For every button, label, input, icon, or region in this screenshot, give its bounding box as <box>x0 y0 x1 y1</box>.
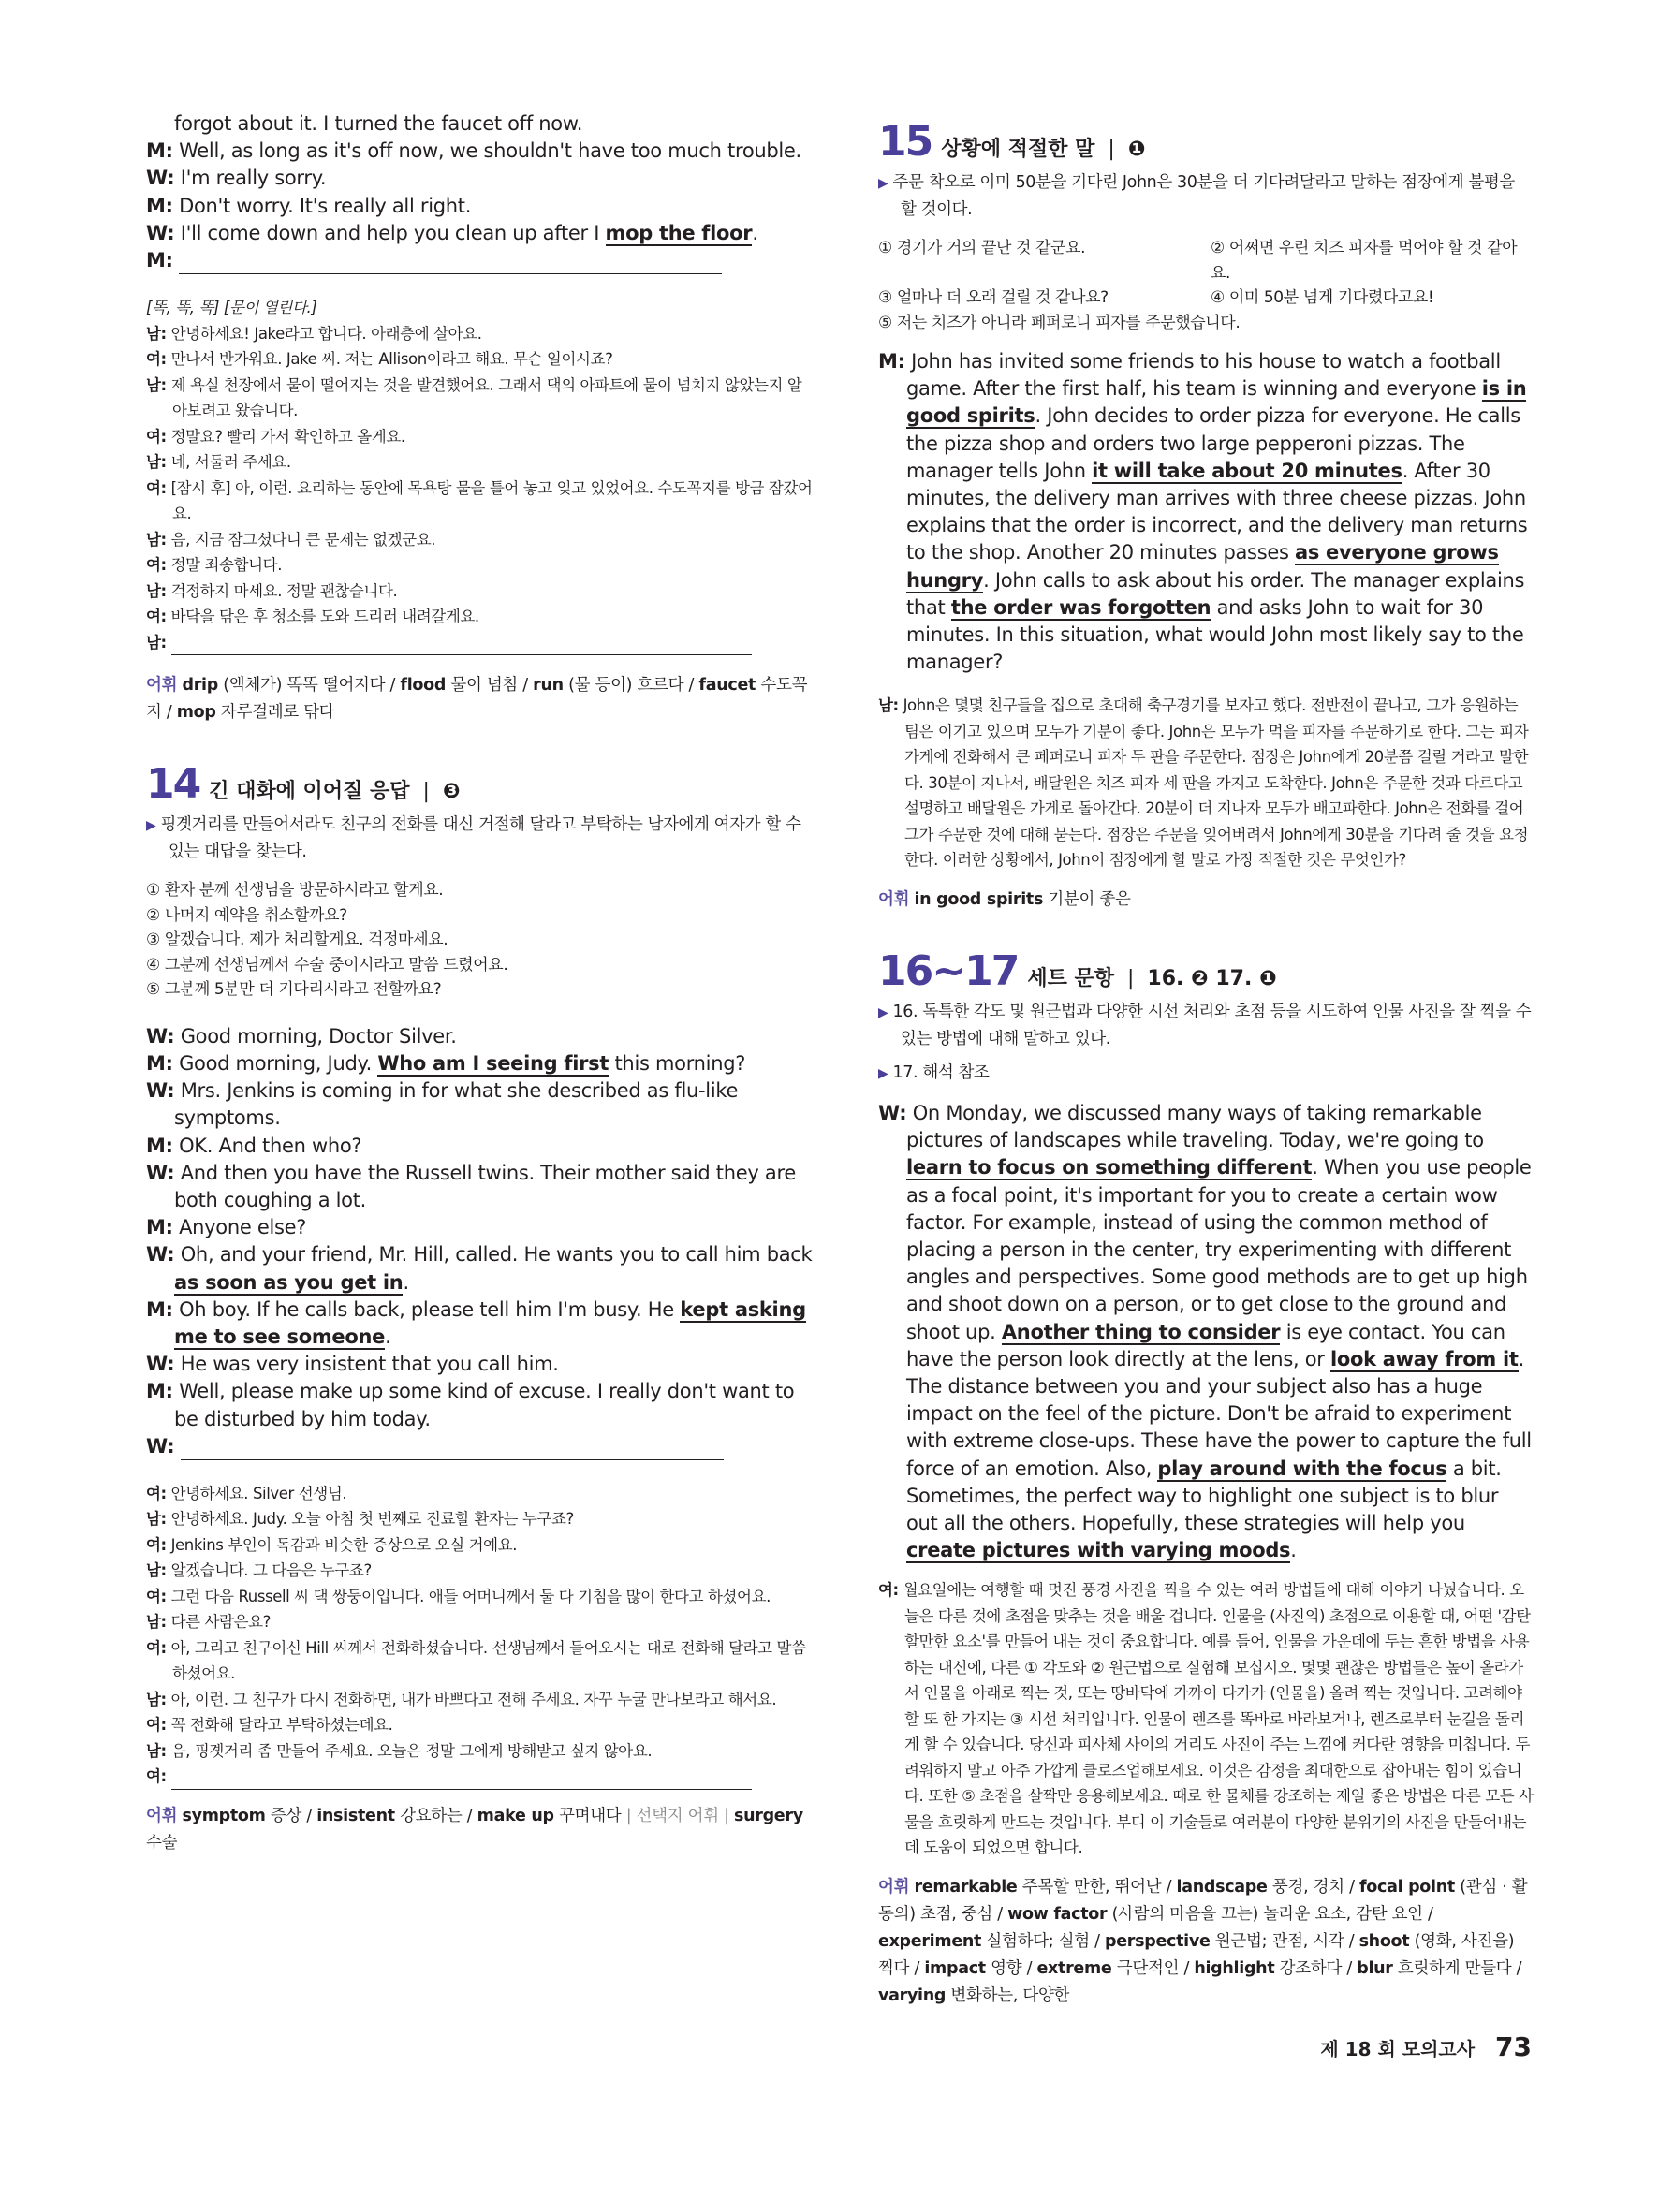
speaker-label: 남: <box>146 324 167 343</box>
vocab-word: drip <box>182 676 218 696</box>
key-phrase: learn to focus on something different <box>906 1156 1313 1179</box>
key-phrase: it will take about 20 minutes <box>1092 459 1402 482</box>
key-phrase: kept asking me to see someone <box>174 1297 806 1348</box>
dialogue-line: M: Well, as long as it's off now, we shouldn't have too much trouble. <box>146 139 801 163</box>
q14-option: ① 환자 분께 선생님을 방문하시라고 할게요. <box>146 881 444 901</box>
vocab-word: focal point <box>1358 1877 1455 1897</box>
q14-vocabulary: 어휘 symptom 증상 / insistent 강요하는 / make up 꾸며내다 | 선택지 어휘 | surgery 수술 <box>146 1806 803 1853</box>
script-paragraph: M: John has invited some friends to his house to watch a football game. After the first half, his team is winning and everyone is in good spirits. John decides to order pizza for everyone. He calls the pizza shop and orders two large pepperoni pizzas. The manager tells John it will take about 20 minutes. After 30 minutes, the delivery man arrives with three cheese pizzas. John explains that the order is incorrect, and the delivery man returns to the shop. Another 20 minutes passes as everyone grows hungry. John calls to ask about his order. The manager explains that the order was forgotten and asks John to wait for 30 minutes. In this situation, what would John most likely say to the manager? <box>878 350 1528 674</box>
key-phrase: Who am I seeing first <box>377 1051 609 1075</box>
q14-level: ❸ <box>442 780 461 804</box>
dialogue-line <box>146 1433 813 1460</box>
speaker-label: 여: <box>146 478 167 497</box>
dialogue-line <box>146 247 813 274</box>
speaker-label: 여: <box>146 427 167 446</box>
dialogue-line: M: Don't worry. It's really all right. <box>146 194 472 217</box>
translation-line: 남: 안녕하세요. Judy. 오늘 아침 첫 번째로 진료할 환자는 누구죠? <box>146 1510 574 1529</box>
key-phrase: is in good spirits <box>906 377 1527 428</box>
speaker-label: M: <box>146 139 173 163</box>
q15-script-korean <box>878 693 1534 873</box>
vocab-word: faucet <box>698 676 756 696</box>
vocab-word: make up <box>477 1806 554 1825</box>
dialogue-line: M: Oh boy. If he calls back, please tell him I'm busy. He kept asking me to see someone. <box>146 1297 806 1348</box>
vocab-word: shoot <box>1358 1931 1410 1951</box>
vocab-word: run <box>533 676 564 696</box>
speaker-label: W: <box>146 1243 175 1267</box>
translation-line: 남: 제 욕실 천장에서 물이 떨어지는 것을 발견했어요. 그래서 댁의 아파트에 물이 넘치지 않았는지 알아보려고 왔습니다. <box>146 375 802 420</box>
q13-dialogue-korean <box>146 295 813 655</box>
translation-line: 남: 걱정하지 마세요. 정말 괜찮습니다. <box>146 581 398 600</box>
speaker-label: W: <box>146 167 175 190</box>
speaker-label: 여: <box>146 608 167 626</box>
translation-line: 여: 바닥을 닦은 후 청소를 도와 드리러 내려갈게요. <box>146 608 479 626</box>
q15-option-3: ③ 얼마나 더 오래 걸릴 것 같나요? <box>878 288 1109 307</box>
q15-option-2: ② 어쩌면 우린 치즈 피자를 먹어야 할 것 같아요. <box>1211 239 1518 283</box>
translation-line: 남: 안녕하세요! Jake라고 합니다. 아래층에 살아요. <box>146 324 482 343</box>
q13-vocabulary: 어휘 drip (액체가) 똑똑 떨어지다 / flood 물이 넘침 / run (물 등이) 흐르다 / faucet 수도꼭지 / mop 자루걸레로 닦다 <box>146 676 808 723</box>
q14-title: 긴 대화에 이어질 응답 <box>209 780 410 804</box>
page-footer <box>1320 2031 1532 2062</box>
key-phrase: the order was forgotten <box>950 595 1211 619</box>
q15-vocabulary: 어휘 in good spirits 기분이 좋은 <box>878 889 1131 909</box>
speaker-label: 남: <box>146 1561 167 1580</box>
speaker-label: W: <box>146 1434 175 1458</box>
speaker-label: 여: <box>146 350 167 369</box>
vocab-word: surgery <box>733 1806 803 1825</box>
q14-option: ③ 알겠습니다. 제가 처리할게요. 걱정마세요. <box>146 930 448 950</box>
speaker-label: W: <box>146 221 175 244</box>
q15-description: ▶ 주문 착오로 이미 50분을 기다린 John은 30분을 더 기다려달라고 말하는 점장에게 불평을 할 것이다. <box>878 173 1515 219</box>
q14-number: 14 <box>146 760 200 809</box>
speaker-label: M: <box>146 1216 173 1239</box>
speaker-label: M: <box>146 1051 173 1075</box>
translation-line: 여: 안녕하세요. Silver 선생님. <box>146 1484 347 1502</box>
dialogue-line: M: OK. And then who? <box>146 1134 362 1157</box>
q15-option-4: ④ 이미 50분 넘게 기다렸다고요! <box>1211 288 1434 307</box>
dialogue-line: forgot about it. I turned the faucet off now. <box>174 112 583 135</box>
speaker-label: 남: <box>146 1613 167 1632</box>
q14-header <box>146 760 813 808</box>
vocab-label: 어휘 <box>878 1877 910 1897</box>
translation-line: 남: 알겠습니다. 그 다음은 누구죠? <box>146 1561 372 1580</box>
q14-separator: | <box>422 780 430 804</box>
key-phrase: look away from it <box>1329 1347 1519 1370</box>
vocab-word: flood <box>400 676 447 696</box>
vocab-word: mop <box>176 703 216 723</box>
q14-option: ② 나머지 예약을 취소할까요? <box>146 905 347 925</box>
speaker-label: W: <box>146 1161 175 1184</box>
q15-header <box>878 118 1534 166</box>
q16-script-korean <box>878 1577 1534 1861</box>
translation-line: 남: 음, 핑곗거리 좀 만들어 주세요. 오늘은 정말 그에게 방해받고 싶지 않아요. <box>146 1741 653 1760</box>
q14-options <box>146 878 813 1003</box>
dialogue-line: M: Anyone else? <box>146 1216 307 1239</box>
speaker-label: 남: <box>146 530 167 549</box>
q17-description: ▶ 17. 해석 참조 <box>878 1062 990 1082</box>
speaker-label: 여: <box>146 1484 167 1502</box>
vocab-word: in good spirits <box>914 889 1044 909</box>
speaker-label: M: <box>878 350 905 373</box>
translation-line: 남: 다른 사람은요? <box>146 1613 272 1632</box>
page-number: 73 <box>1495 2031 1532 2062</box>
speaker-label: 여: <box>146 1767 167 1786</box>
vocab-word: highlight <box>1194 1958 1275 1978</box>
vocab-word: blur <box>1357 1958 1393 1978</box>
key-phrase: Another thing to consider <box>1001 1320 1281 1343</box>
q14-option: ④ 그분께 선생님께서 수술 중이시라고 말씀 드렸어요. <box>146 955 508 974</box>
q15-options <box>878 236 1534 335</box>
translation-line: 여: Jenkins 부인이 독감과 비슷한 증상으로 오실 거예요. <box>146 1535 518 1554</box>
q15-separator: | <box>1108 138 1115 161</box>
q15-option-5: ⑤ 저는 치즈가 아니라 페퍼로니 피자를 주문했습니다. <box>878 313 1241 332</box>
speaker-label: M: <box>146 194 173 217</box>
translation-line: 남: 아, 이런. 그 친구가 다시 전화하면, 내가 바쁘다고 전해 주세요. 자꾸 누굴 만나보라고 해서요. <box>146 1690 777 1708</box>
vocab-word: remarkable <box>914 1877 1018 1897</box>
dialogue-line: W: He was very insistent that you call him. <box>146 1353 559 1376</box>
script-paragraph: W: On Monday, we discussed many ways of taking remarkable pictures of landscapes while traveling. Today, we're going to learn to focus on something different. When you use people as a focal point, it's important for you to create a certain wow factor. For example, instead of using the common method of placing a person in the center, try experimenting with different angles and perspectives. Some good methods are to get up high and shoot down on a person, or to get close to the ground and shoot up. Another thing to consider is eye contact. You can have the person look directly at the lens, or look away from it. The distance between you and your subject also has a huge impact on the feel of the picture. Don't be afraid to experiment with extreme close-ups. These have the power to capture the full force of an emotion. Also, play around with the focus a bit. Sometimes, the perfect way to highlight one subject is to blur out all the others. Hopefully, these strategies will help you create pictures with varying moods. <box>878 1101 1532 1562</box>
q15-number: 15 <box>878 118 932 166</box>
speaker-label: W: <box>146 1024 175 1047</box>
q16-description: ▶ 16. 독특한 각도 및 원근법과 다양한 시선 처리와 초점 등을 시도하여 인물 사진을 잘 찍을 수 있는 방법에 대해 말하고 있다. <box>878 1002 1532 1048</box>
key-phrase: mop the floor <box>605 221 753 244</box>
translation-line: [똑, 똑, 똑] [문이 열린다.] <box>146 299 317 317</box>
translation-line: 여: 아, 그리고 친구이신 Hill 씨께서 전화하셨습니다. 선생님께서 들어오시는 대로 전화해 달라고 말씀하셨어요. <box>146 1638 806 1683</box>
key-phrase: as everyone grows hungry <box>906 541 1499 592</box>
speaker-label: 남: <box>146 1510 167 1529</box>
dialogue-line: W: I'll come down and help you clean up after I mop the floor. <box>146 221 758 244</box>
speaker-label: 여: <box>146 1535 167 1554</box>
vocab-label: 어휘 <box>146 676 178 696</box>
q16-level: 16. ❷ 17. ❶ <box>1147 966 1277 990</box>
q15-level: ❶ <box>1127 138 1146 161</box>
speaker-label: M: <box>146 249 173 272</box>
vocab-word: varying <box>878 1985 947 2005</box>
speaker-label: 남: <box>146 581 167 600</box>
translation-line <box>146 630 813 656</box>
q15-option-1: ① 경기가 거의 끝난 것 같군요. <box>878 239 1086 257</box>
q14-dialogue-korean <box>146 1481 813 1790</box>
translation-line: 남: 음, 지금 잠그셨다니 큰 문제는 없겠군요. <box>146 530 436 549</box>
right-column <box>878 110 1534 2010</box>
dialogue-line: W: Mrs. Jenkins is coming in for what she described as flu-like symptoms. <box>146 1079 739 1130</box>
translation-line: 여: [잠시 후] 아, 이런. 요리하는 동안에 목욕탕 물을 틀어 놓고 잊고 있었어요. 수도꼭지를 방금 잠갔어요. <box>146 478 813 523</box>
dialogue-line: W: Good morning, Doctor Silver. <box>146 1024 457 1047</box>
speaker-label: M: <box>146 1134 173 1157</box>
translation-line: 여: 꼭 전화해 달라고 부탁하셨는데요. <box>146 1716 393 1735</box>
speaker-label: 여: <box>146 1716 167 1735</box>
speaker-label: 여: <box>146 1638 167 1657</box>
speaker-label: 남: <box>146 1741 167 1760</box>
q13-dialogue-english <box>146 110 813 274</box>
q16-separator: | <box>1127 966 1135 990</box>
vocab-word: insistent <box>316 1806 395 1825</box>
translation-line: 여: 정말요? 빨리 가서 확인하고 올게요. <box>146 427 405 446</box>
key-phrase: play around with the focus <box>1157 1457 1447 1480</box>
speaker-label: 남: <box>146 1690 167 1708</box>
exam-title: 제 18 회 모의고사 <box>1320 2038 1476 2060</box>
dialogue-line: W: I'm really sorry. <box>146 167 327 190</box>
translation-line: 여: 정말 죄송합니다. <box>146 556 283 575</box>
answer-blank <box>171 1770 752 1790</box>
vocab-word: landscape <box>1176 1877 1268 1897</box>
answer-blank <box>181 1441 724 1460</box>
speaker-label: 여: <box>146 1587 167 1605</box>
q16-script-english <box>878 1100 1534 1564</box>
q16-title: 세트 문항 <box>1027 966 1114 990</box>
option-vocab-label: | 선택지 어휘 | <box>625 1806 729 1825</box>
speaker-label: W: <box>146 1079 175 1103</box>
key-phrase: create pictures with varying moods <box>906 1539 1291 1562</box>
vocab-word: perspective <box>1104 1931 1211 1951</box>
speaker-label: 남: <box>146 375 167 394</box>
speaker-label: W: <box>878 1101 907 1124</box>
vocab-word: symptom <box>182 1806 266 1825</box>
translation-line: 남: 네, 서둘러 주세요. <box>146 453 291 472</box>
dialogue-line: M: Good morning, Judy. Who am I seeing first this morning? <box>146 1051 746 1075</box>
q15-title: 상황에 적절한 말 <box>941 138 1095 161</box>
vocab-word: wow factor <box>1007 1904 1108 1924</box>
vocab-word: extreme <box>1036 1958 1112 1978</box>
speaker-label: W: <box>146 1353 175 1376</box>
vocab-word: experiment <box>878 1931 982 1951</box>
q16-header <box>878 947 1534 995</box>
dialogue-line: W: And then you have the Russell twins. Their mother said they are both coughing a lot. <box>146 1161 796 1211</box>
speaker-label: M: <box>146 1297 173 1321</box>
translation-paragraph: 남: John은 몇몇 친구들을 집으로 초대해 축구경기를 보자고 했다. 전반전이 끝나고, 그가 응원하는 팀은 이기고 있으며 모두가 기분이 좋다. John은 모두가 먹을 피자를 주문하기로 한다. 그는 피자 가게에 전화해서 큰 페퍼로니 피자 두 판을 주문한다. 점장은 John에게 20분쯤 걸릴 거라고 말한다. 30분이 지나서, 배달원은 치즈 피자 세 판을 가지고 도착한다. John은 주문한 것과 다르다고 설명하고 배달원은 가게로 돌아간다. 20분이 더 지나자 모두가 배고파한다. John은 전화를 걸어 그가 주문한 것에 대해 묻는다. 점장은 주문을 잊어버려서 John에게 30분을 기다려 줄 것을 요청한다. 이러한 상황에서, John이 점장에게 할 말로 가장 적절한 것은 무엇인가? <box>878 696 1529 870</box>
speaker-label: M: <box>146 1380 173 1403</box>
translation-line: 여: 그런 다음 Russell 씨 댁 쌍둥이입니다. 애들 어머니께서 둘 다 기침을 많이 한다고 하셨어요. <box>146 1587 771 1605</box>
q15-script-english <box>878 348 1534 676</box>
triangle-icon: ▶ <box>146 818 156 834</box>
triangle-icon: ▶ <box>878 1065 888 1081</box>
q16-vocabulary: 어휘 remarkable 주목할 만한, 뛰어난 / landscape 풍경, 경치 / focal point (관심 · 활동의) 초점, 중심 / wow factor (사람의 마음을 끄는) 놀라운 요소, 감탄 요인 / experiment 실험하다; 실험 / perspective 원근법; 관점, 시각 / shoot (영화, 사진을) 찍다 / impact 영향 / extreme 극단적인 / highlight 강조하다 / blur 흐릿하게 만들다 / varying 변화하는, 다양한 <box>878 1877 1528 2005</box>
speaker-label: 남: <box>146 633 167 652</box>
left-column <box>146 110 813 1857</box>
translation-line <box>146 1764 813 1790</box>
speaker-label: 남: <box>878 696 899 715</box>
answer-blank <box>179 255 722 274</box>
translation-paragraph: 여: 월요일에는 여행할 때 멋진 풍경 사진을 찍을 수 있는 여러 방법들에 대해 이야기 나눴습니다. 오늘은 다른 것에 초점을 맞추는 것을 배울 겁니다. 인물을 (사진의) 초점으로 이용할 때, 어떤 '감탄할만한 요소'를 만들어 내는 것이 중요합니다. 예를 들어, 인물을 가운데에 두는 흔한 방법을 사용하는 대신에, 다른 ① 각도와 ② 원근법으로 실험해 보십시오. 몇몇 괜찮은 방법들은 높이 올라가서 인물을 아래로 찍는 것, 또는 땅바닥에 가까이 다가가 (인물을) 올려 찍는 것입니다. 고려해야 할 또 한 가지는 ③ 시선 처리입니다. 인물이 렌즈를 똑바로 바라보거나, 렌즈로부터 눈길을 돌리게 할 수 있습니다. 당신과 피사체 사이의 거리도 사진이 주는 느낌에 커다란 영향을 미칩니다. 두려워하지 말고 아주 가깝게 클로즈업해보세요. 이것은 감정을 최대한으로 잡아내는 힘이 있습니다. 또한 ⑤ 초점을 살짝만 응용해보세요. 때로 한 물체를 강조하는 제일 좋은 방법은 다른 모든 사물을 흐릿하게 만드는 것입니다. 부디 이 기술들로 여러분이 다양한 분위기의 사진을 만들어내는 데 도움이 되었으면 합니다. <box>878 1581 1534 1857</box>
vocab-word: impact <box>924 1958 986 1978</box>
key-phrase: as soon as you get in <box>174 1270 404 1294</box>
speaker-label: 남: <box>146 453 167 472</box>
q14-option: ⑤ 그분께 5분만 더 기다리시라고 전할까요? <box>146 980 442 1000</box>
dialogue-line: M: Well, please make up some kind of excuse. I really don't want to be disturbed by him today. <box>146 1380 795 1430</box>
triangle-icon: ▶ <box>878 176 888 191</box>
speaker-label: 여: <box>878 1581 899 1600</box>
dialogue-line: W: Oh, and your friend, Mr. Hill, called. He wants you to call him back as soon as you get in. <box>146 1243 813 1294</box>
speaker-label: 여: <box>146 556 167 575</box>
q14-dialogue-english <box>146 1023 813 1460</box>
triangle-icon: ▶ <box>878 1004 888 1020</box>
q16-number: 16~17 <box>878 946 1019 995</box>
vocab-label: 어휘 <box>146 1806 178 1825</box>
vocab-label: 어휘 <box>878 889 910 909</box>
translation-line: 여: 만나서 반가워요. Jake 씨. 저는 Allison이라고 해요. 무슨 일이시죠? <box>146 350 613 369</box>
answer-blank <box>171 636 752 655</box>
q14-description: ▶ 핑곗거리를 만들어서라도 친구의 전화를 대신 거절해 달라고 부탁하는 남자에게 여자가 할 수 있는 대답을 찾는다. <box>146 815 801 862</box>
